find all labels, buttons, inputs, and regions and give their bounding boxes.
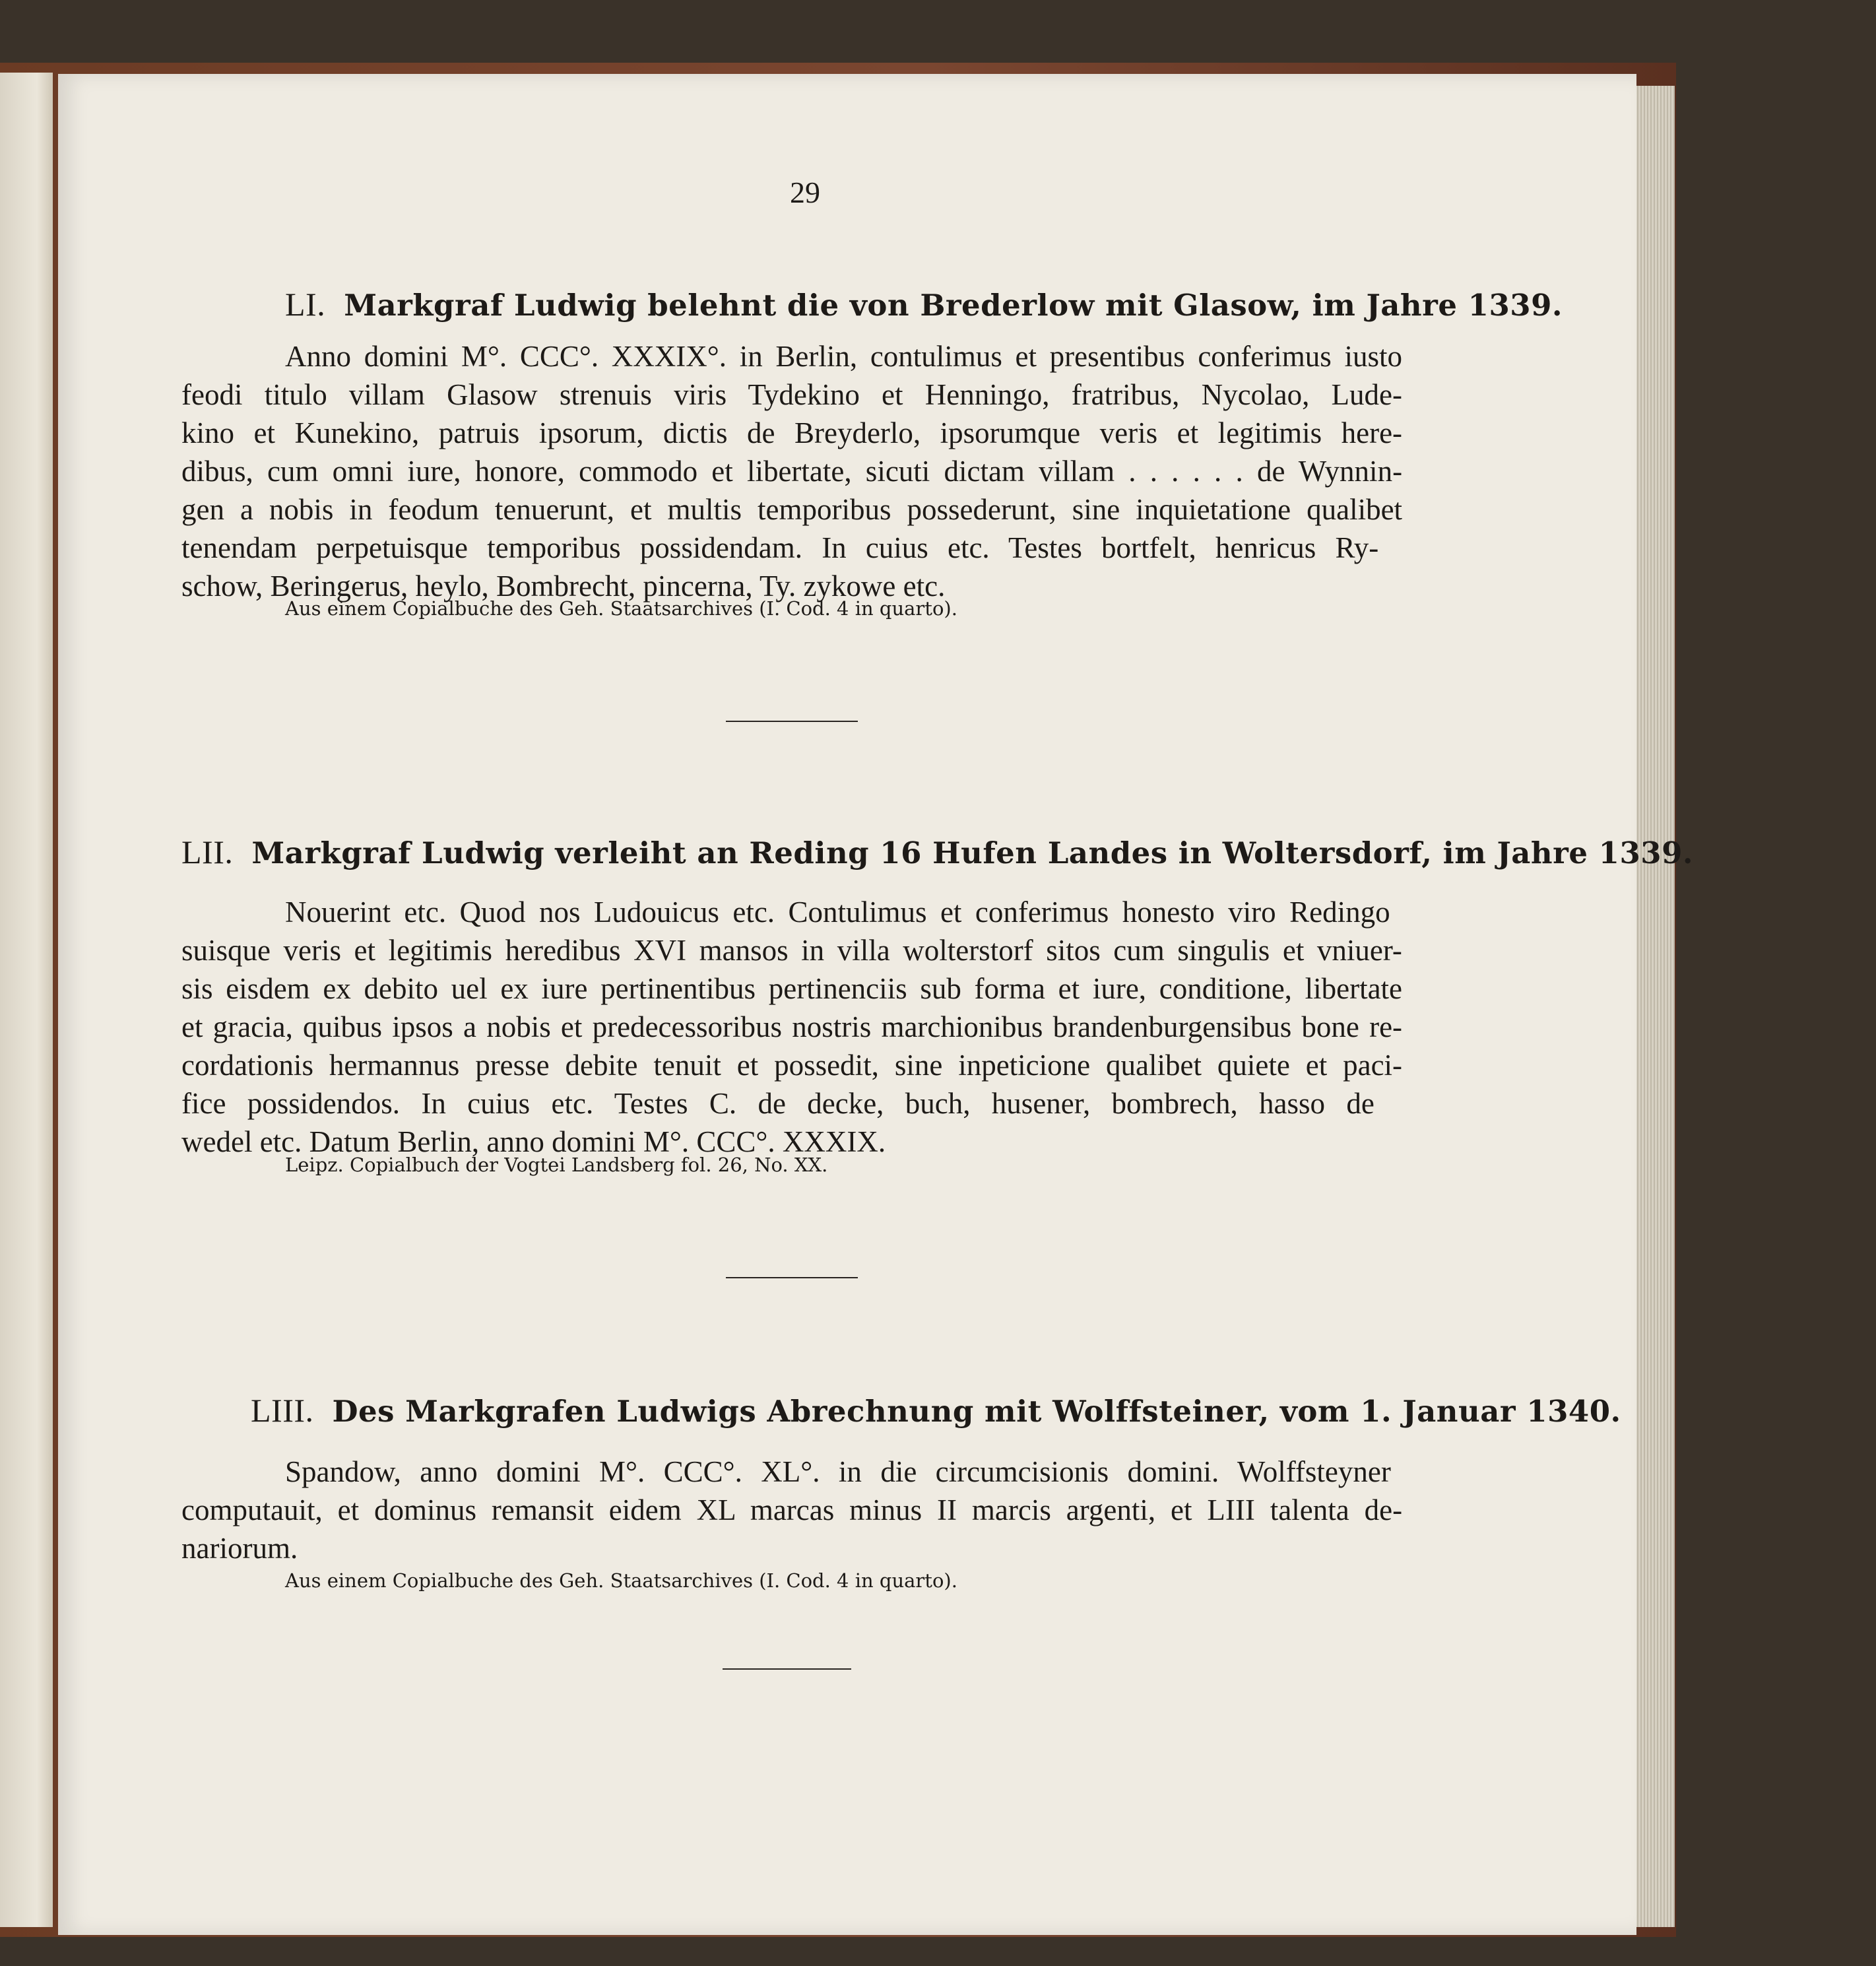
text-line: Spandow, anno domini M°. CCC°. XL°. in die circumcisionis domini. Wolffsteyner xyxy=(285,1455,1391,1488)
previous-page-edge xyxy=(0,73,53,1927)
text-line: kino et Kunekino, patruis ipsorum, dictis de Breyderlo, ipsorumque veris et legitimis here- xyxy=(181,416,1403,449)
text-line: nariorum. xyxy=(181,1532,298,1565)
section-title: Markgraf Ludwig verleiht an Reding 16 Hufen Landes in Woltersdorf, im Jahre 1339. xyxy=(251,836,1694,870)
text-line: wedel etc. Datum Berlin, anno domini M°. CCC°. XXXIX. xyxy=(181,1125,886,1158)
source-note: Aus einem Copialbuche des Geh. Staatsarchives (I. Cod. 4 in quarto). xyxy=(285,1569,957,1592)
section-divider xyxy=(723,1668,851,1670)
section-number: LII. xyxy=(181,834,234,870)
text-line: Anno domini M°. CCC°. XXXIX°. in Berlin, contulimus et presentibus conferimus iusto xyxy=(285,340,1402,373)
text-line: feodi titulo villam Glasow strenuis viris Tydekino et Henningo, fratribus, Nycolao, Lude- xyxy=(181,378,1403,411)
section-heading-LIII xyxy=(251,1391,1621,1429)
text-line: fice possidendos. In cuius etc. Testes C. de decke, buch, husener, bombrech, hasso de xyxy=(181,1087,1375,1120)
text-line: dibus, cum omni iure, honore, commodo et libertate, sicuti dictam villam . . . . . . de Wynnin- xyxy=(181,455,1403,488)
text-line: et gracia, quibus ipsos a nobis et predecessoribus nostris marchionibus brandenburgensibus bone re- xyxy=(181,1010,1403,1043)
source-note: Leipz. Copialbuch der Vogtei Landsberg fol. 26, No. XX. xyxy=(285,1154,828,1176)
text-line: suisque veris et legitimis heredibus XVI mansos in villa wolterstorf sitos cum singulis et vniuer- xyxy=(181,934,1402,967)
section-title: Markgraf Ludwig belehnt die von Brederlow mit Glasow, im Jahre 1339. xyxy=(344,288,1563,323)
section-heading-LII xyxy=(181,833,1693,871)
section-title: Des Markgrafen Ludwigs Abrechnung mit Wolffsteiner, vom 1. Januar 1340. xyxy=(332,1394,1621,1429)
section-number: LIII. xyxy=(251,1392,314,1429)
text-line: gen a nobis in feodum tenuerunt, et multis temporibus possederunt, sine inquietatione qualibet xyxy=(181,493,1403,526)
text-line: Nouerint etc. Quod nos Ludouicus etc. Contulimus et conferimus honesto viro Redingo xyxy=(285,896,1390,929)
text-line: schow, Beringerus, heylo, Bombrecht, pincerna, Ty. zykowe etc. xyxy=(181,570,946,603)
section-heading-LI xyxy=(285,285,1563,323)
page-number: 29 xyxy=(790,176,820,209)
section-number: LI. xyxy=(285,286,326,323)
section-divider xyxy=(726,721,858,722)
text-line: computauit, et dominus remansit eidem XL marcas minus II marcis argenti, et LIII talenta de- xyxy=(181,1493,1403,1526)
source-note: Aus einem Copialbuche des Geh. Staatsarchives (I. Cod. 4 in quarto). xyxy=(285,597,957,620)
page-edge-stack xyxy=(1635,86,1675,1927)
section-divider xyxy=(726,1277,858,1278)
text-line: cordationis hermannus presse debite tenuit et possedit, sine inpeticione qualibet quiete et paci- xyxy=(181,1049,1403,1082)
text-line: sis eisdem ex debito uel ex iure pertinentibus pertinenciis sub forma et iure, conditione, libertate xyxy=(181,972,1403,1005)
text-line: tenendam perpetuisque temporibus possidendam. In cuius etc. Testes bortfelt, henricus Ry- xyxy=(181,531,1379,564)
